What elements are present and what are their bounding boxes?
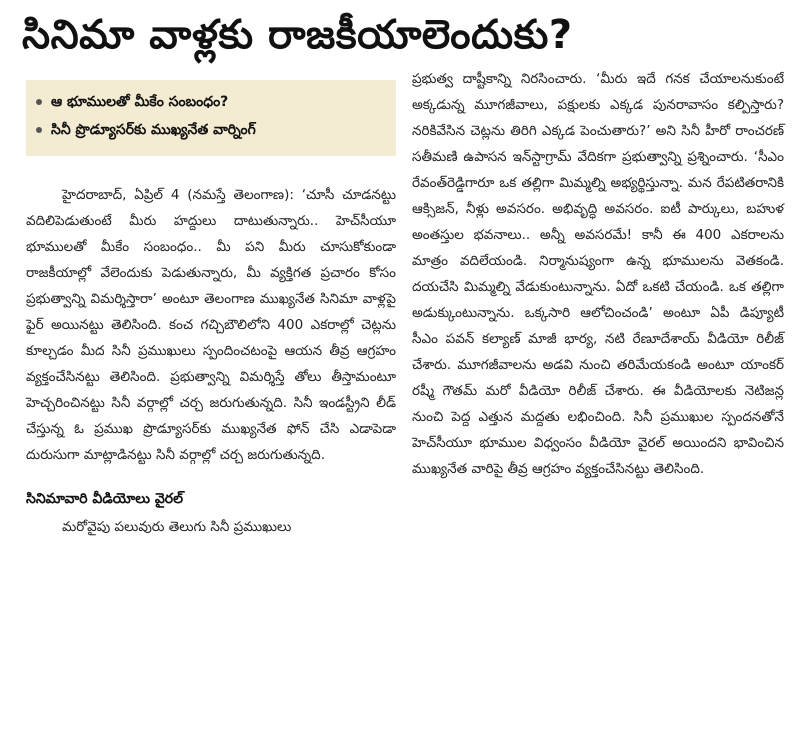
- article-column-right: [412, 66, 784, 482]
- highlights-box: [26, 80, 396, 156]
- headline: సినిమా వాళ్లకు రాజకీయాలెందుకు?: [22, 12, 573, 58]
- article-paragraph: హైదరాబాద్, ఏప్రిల్ 4 (నమస్తే తెలంగాణ): ‘చూసీ చూడనట్టు వదిలిపెడుతుంటే మీరు హద్దులు దాటుతున్నారు.. హెచ్‌సీయూ భూములతో మీకేం సంబంధం.. మీ పని మీరు చూసుకోకుండా రాజకీయాల్లో వేలెందుకు పెడుతున్నారు, మీ వ్యక్తిగత ప్రచారం కోసం ప్రభుత్వాన్ని విమర్శిస్తారా’ అంటూ తెలంగాణ ముఖ్యనేత సినిమా వాళ్లపై ఫైర్ అయినట్టు తెలిసింది. కంచ గచ్చిబౌలిలోని 400 ఎకరాల్లో చెట్లను కూల్చడం మీద సినీ ప్రముఖులు స్పందించటంపై ఆయన తీవ్ర ఆగ్రహం వ్యక్తంచేసినట్టు తెలిసింది. ప్రభుత్వాన్ని విమర్శిస్తే తోలు తీస్తామంటూ హెచ్చరించినట్టు సినీ వర్గాల్లో చర్చ జరుగుతున్నది. సినీ ఇండస్ట్రీని లీడ్ చేస్తున్న ఓ ప్రముఖ ప్రొడ్యూసర్‌కు ముఖ్యనేత ఫోన్ చేసి ఎడాపెడా దురుసుగా మాట్లాడినట్టు సినీ వర్గాల్లో చర్చ జరుగుతున్నది.: [26, 187, 396, 463]
- highlight-text: ఆ భూములతో మీకేం సంబంధం?: [51, 94, 229, 110]
- highlight-item: [36, 88, 386, 116]
- bullet-icon: [36, 127, 42, 133]
- article-paragraph: ప్రభుత్వ దాష్టీకాన్ని నిరసించారు. ‘మీరు ఇదే గనక చేయాలనుకుంటే అక్కడున్న మూగజీవాలు, పక్షులకు ఎక్కడ పునరావాసం కల్పిస్తారు? నరికివేసిన చెట్లను తిరిగి ఎక్కడ పెంచుతారు?’ అని సినీ హీరో రాంచరణ్ సతీమణి ఉపాసన ఇన్‌స్టాగ్రామ్ వేదికగా ప్రభుత్వాన్ని ప్రశ్నించారు. ‘సీఎం రేవంత్‌రెడ్డిగారూ ఒక తల్లిగా మిమ్మల్ని అభ్యర్థిస్తున్నా. మన రేపటితరానికి ఆక్సిజన్, నీళ్లు అవసరం. అభివృద్ధి అవసరం. ఐటీ పార్కులు, బహుళ అంతస్తుల భవనాలు.. అన్నీ అవసరమే! కానీ ఈ 400 ఎకరాలను మాత్రం వదిలేయండి. నిర్మానుష్యంగా ఉన్న భూములను వెతకండి. దయచేసి మిమ్మల్ని వేడుకుంటున్నాను. ఏదో ఒకటి చేయండి. ఒక తల్లిగా అడుక్కుంటున్నాను. ఒక్కసారి ఆలోచించండి’ అంటూ ఏపీ డిప్యూటీ సీఎం పవన్ కల్యాణ్ మాజీ భార్య, నటి రేణూదేశాయ్ వీడియో రిలీజ్ చేశారు. మూగజీవాలను అడవి నుంచి తరిమేయకండి అంటూ యాంకర్ రష్మీ గౌతమ్ మరో వీడియో రిలీజ్ చేశారు. ఈ వీడియోలకు నెటిజన్ల నుంచి పెద్ద ఎత్తున మద్దతు లభించింది. సినీ ప్రముఖుల స్పందనతోనే హెచ్‌సీయూ భూముల విధ్వంసం వీడియో వైరల్ అయిందని భావించిన ముఖ్యనేత వారిపై తీవ్ర ఆగ్రహం వ్యక్తంచేసినట్టు తెలిసింది.: [412, 71, 784, 477]
- bullet-icon: [36, 99, 42, 105]
- article-subheading: సినిమావారి వీడియోలు వైరల్: [26, 491, 184, 507]
- highlight-item: [36, 116, 386, 144]
- highlight-text: సినీ ప్రొడ్యూసర్‌కు ముఖ్యనేత వార్నింగ్: [51, 122, 256, 138]
- article-column-left: [26, 182, 396, 540]
- article-paragraph: మరోవైపు పలువురు తెలుగు సినీ ప్రముఖులు: [62, 519, 292, 535]
